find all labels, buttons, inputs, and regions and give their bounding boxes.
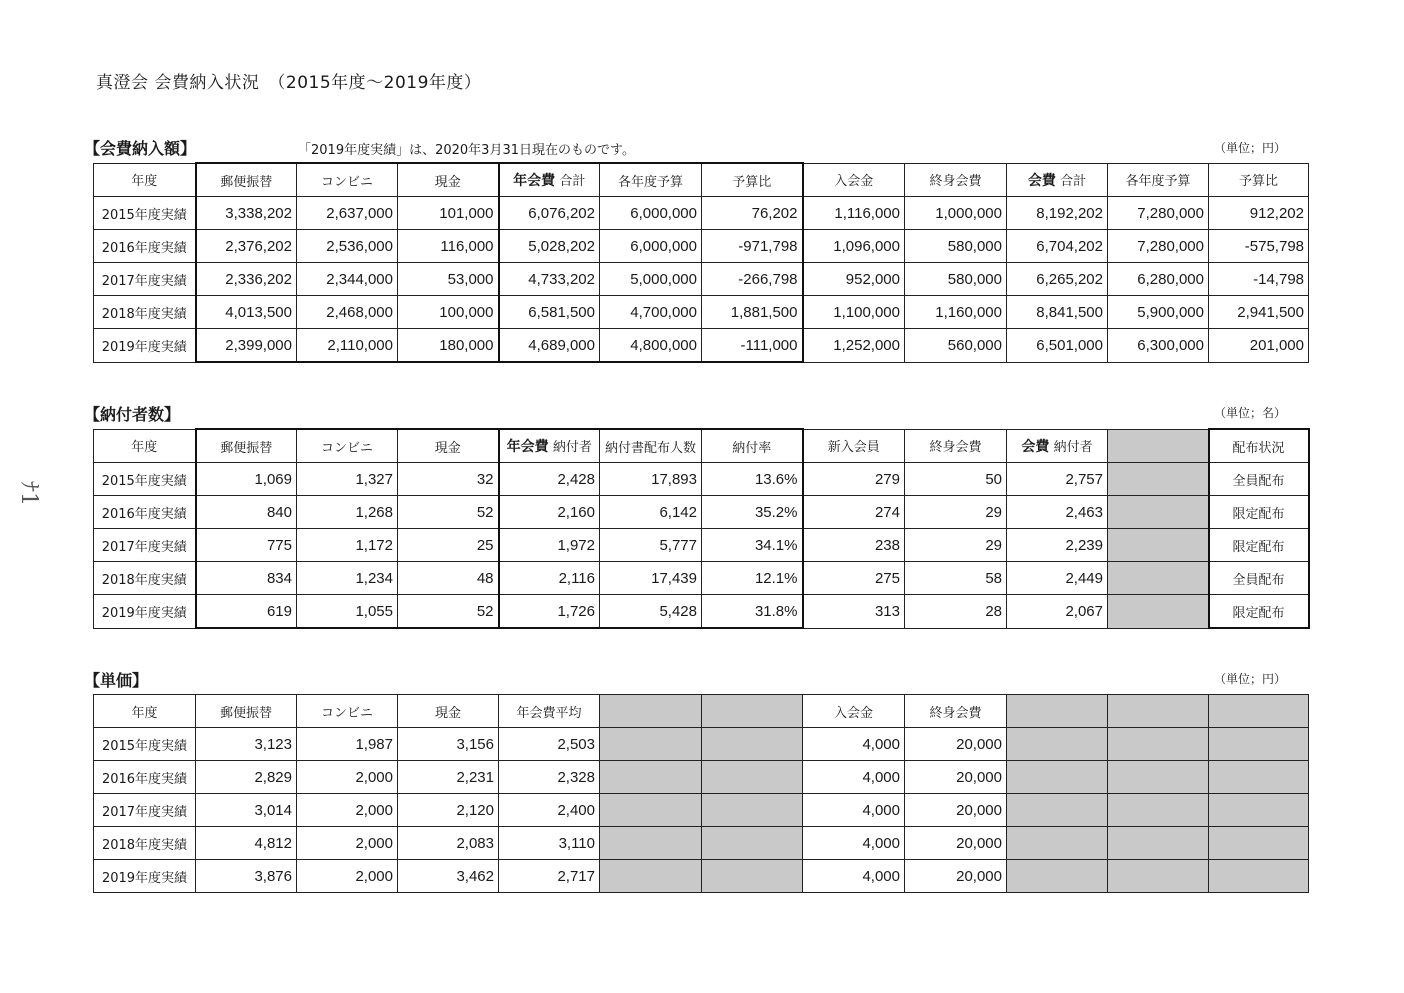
- table-cell: 2,468,000: [297, 296, 398, 329]
- column-header: [600, 695, 702, 728]
- table-cell: 5,000,000: [600, 263, 702, 296]
- table-cell: 20,000: [905, 761, 1007, 794]
- table-cell: 180,000: [398, 329, 499, 363]
- table-cell: 2,000: [297, 827, 398, 860]
- table-cell: 8,841,500: [1007, 296, 1108, 329]
- column-header: 現金: [398, 429, 499, 463]
- table-cell: 52: [398, 595, 499, 629]
- unit-price-table: [93, 694, 1309, 893]
- table-cell: 20,000: [905, 860, 1007, 893]
- column-header-emphasis: 年会費: [513, 173, 556, 189]
- column-header-text: 納付者: [1053, 439, 1093, 455]
- column-header: [499, 429, 600, 463]
- table-cell: 7,280,000: [1108, 197, 1209, 230]
- column-header: 予算比: [1209, 163, 1309, 197]
- table-cell: 12.1%: [702, 562, 803, 595]
- table-cell: 834: [196, 562, 297, 595]
- table-cell: 2,000: [297, 860, 398, 893]
- table-cell: 48: [398, 562, 499, 595]
- table-cell: [600, 728, 702, 761]
- table-cell: 25: [398, 529, 499, 562]
- table-cell: [600, 860, 702, 893]
- column-header: 新入会員: [803, 429, 905, 463]
- table-cell: 3,156: [398, 728, 499, 761]
- table-cell: 6,000,000: [600, 230, 702, 263]
- table-row: [94, 197, 1309, 230]
- row-label-year: 2019年度実績: [94, 595, 196, 629]
- table-row: [94, 562, 1309, 595]
- table-cell: 2,428: [499, 463, 600, 496]
- table-cell: 1,160,000: [905, 296, 1007, 329]
- column-header-emphasis: 会費: [1027, 172, 1056, 189]
- table-cell: 2,116: [499, 562, 600, 595]
- table-cell: [702, 728, 803, 761]
- table-cell: 6,581,500: [499, 296, 600, 329]
- column-header: 郵便振替: [196, 163, 297, 197]
- table-cell: 2,328: [499, 761, 600, 794]
- column-header: 年度: [94, 695, 196, 728]
- table-cell: 2,757: [1007, 463, 1108, 496]
- table-cell: 275: [803, 562, 905, 595]
- table-cell: 313: [803, 595, 905, 629]
- column-header: [499, 163, 600, 197]
- table-cell: 580,000: [905, 263, 1007, 296]
- payer-count-table: [93, 428, 1310, 629]
- table-cell: [1209, 761, 1309, 794]
- row-label-year: 2017年度実績: [94, 263, 196, 296]
- table-cell: 274: [803, 496, 905, 529]
- table-cell: 1,055: [297, 595, 398, 629]
- table-row: [94, 728, 1309, 761]
- table-cell: 4,733,202: [499, 263, 600, 296]
- table-cell: 775: [196, 529, 297, 562]
- table-cell: 限定配布: [1209, 496, 1309, 529]
- table-cell: 1,327: [297, 463, 398, 496]
- table-cell: 13.6%: [702, 463, 803, 496]
- column-header: コンビニ: [297, 695, 398, 728]
- table-cell: [702, 761, 803, 794]
- table-cell: [702, 860, 803, 893]
- document-title: 真澄会 会費納入状況 （2015年度～2019年度）: [96, 73, 482, 93]
- row-label-year: 2015年度実績: [94, 197, 196, 230]
- column-header: 入会金: [803, 695, 905, 728]
- table-cell: 6,501,000: [1007, 329, 1108, 363]
- table-header-row: [94, 163, 1309, 197]
- table-cell: 2,000: [297, 761, 398, 794]
- table-cell: [1007, 794, 1108, 827]
- table-cell: 6,265,202: [1007, 263, 1108, 296]
- section-note: 「2019年度実績」は、2020年3月31日現在のものです。: [298, 143, 635, 158]
- table-cell: 4,689,000: [499, 329, 600, 363]
- table-cell: 1,116,000: [803, 197, 905, 230]
- section-label-payment-amount: 【会費納入額】: [84, 139, 197, 158]
- table-cell: 238: [803, 529, 905, 562]
- table-cell: 5,900,000: [1108, 296, 1209, 329]
- table-cell: [1108, 463, 1209, 496]
- table-row: [94, 230, 1309, 263]
- table-cell: 2,637,000: [297, 197, 398, 230]
- row-label-year: 2018年度実績: [94, 827, 196, 860]
- table-cell: 6,142: [600, 496, 702, 529]
- table-cell: -14,798: [1209, 263, 1309, 296]
- column-header: [1007, 695, 1108, 728]
- table-cell: 全員配布: [1209, 562, 1309, 595]
- table-cell: [1108, 529, 1209, 562]
- table-cell: 2,344,000: [297, 263, 398, 296]
- table-cell: -575,798: [1209, 230, 1309, 263]
- table-cell: -266,798: [702, 263, 803, 296]
- table-cell: [1108, 761, 1209, 794]
- row-label-year: 2017年度実績: [94, 794, 196, 827]
- table-cell: [1209, 728, 1309, 761]
- row-label-year: 2016年度実績: [94, 761, 196, 794]
- table-cell: 3,123: [196, 728, 297, 761]
- table-cell: [1209, 860, 1309, 893]
- row-label-year: 2017年度実績: [94, 529, 196, 562]
- table-cell: [600, 761, 702, 794]
- column-header: 終身会費: [905, 163, 1007, 197]
- table-cell: 1,726: [499, 595, 600, 629]
- table-cell: 17,893: [600, 463, 702, 496]
- section-unit: （単位；円）: [1213, 141, 1286, 155]
- table-cell: 53,000: [398, 263, 499, 296]
- table-cell: 1,069: [196, 463, 297, 496]
- table-cell: 1,987: [297, 728, 398, 761]
- column-header: [1007, 163, 1108, 197]
- column-header: 現金: [398, 163, 499, 197]
- row-label-year: 2016年度実績: [94, 230, 196, 263]
- column-header: [1108, 695, 1209, 728]
- table-cell: 76,202: [702, 197, 803, 230]
- table-cell: 2,829: [196, 761, 297, 794]
- column-header: 終身会費: [905, 695, 1007, 728]
- column-header: 終身会費: [905, 429, 1007, 463]
- table-cell: 2,110,000: [297, 329, 398, 363]
- table-cell: [1108, 860, 1209, 893]
- table-cell: 952,000: [803, 263, 905, 296]
- table-cell: 5,428: [600, 595, 702, 629]
- table-cell: 4,000: [803, 827, 905, 860]
- row-label-year: 2018年度実績: [94, 562, 196, 595]
- table-cell: 1,096,000: [803, 230, 905, 263]
- table-cell: 4,000: [803, 728, 905, 761]
- column-header-text: 合計: [559, 174, 586, 189]
- table-cell: 3,876: [196, 860, 297, 893]
- table-cell: 3,338,202: [196, 197, 297, 230]
- table-cell: 6,280,000: [1108, 263, 1209, 296]
- table-cell: 8,192,202: [1007, 197, 1108, 230]
- table-cell: [1108, 794, 1209, 827]
- column-header: 年度: [94, 429, 196, 463]
- table-cell: -971,798: [702, 230, 803, 263]
- table-cell: 2,160: [499, 496, 600, 529]
- table-cell: [1007, 827, 1108, 860]
- table-cell: 4,000: [803, 860, 905, 893]
- table-cell: 1,000,000: [905, 197, 1007, 230]
- table-cell: 2,067: [1007, 595, 1108, 629]
- row-label-year: 2015年度実績: [94, 463, 196, 496]
- table-cell: 3,462: [398, 860, 499, 893]
- column-header-text: 納付者: [552, 440, 592, 455]
- table-cell: 2,376,202: [196, 230, 297, 263]
- table-cell: 58: [905, 562, 1007, 595]
- table-cell: 560,000: [905, 329, 1007, 363]
- table-cell: 619: [196, 595, 297, 629]
- table-cell: 580,000: [905, 230, 1007, 263]
- table-cell: 4,013,500: [196, 296, 297, 329]
- table-cell: 1,881,500: [702, 296, 803, 329]
- table-cell: 2,120: [398, 794, 499, 827]
- row-label-year: 2019年度実績: [94, 329, 196, 363]
- table-cell: 101,000: [398, 197, 499, 230]
- column-header: コンビニ: [297, 163, 398, 197]
- table-cell: [702, 794, 803, 827]
- table-cell: [1108, 562, 1209, 595]
- table-cell: 34.1%: [702, 529, 803, 562]
- table-cell: 35.2%: [702, 496, 803, 529]
- column-header-emphasis: 会費: [1021, 438, 1050, 455]
- table-row: [94, 496, 1309, 529]
- table-cell: 1,268: [297, 496, 398, 529]
- payment-amount-table: [93, 162, 1309, 363]
- table-row: [94, 263, 1309, 296]
- table-cell: [1108, 496, 1209, 529]
- table-cell: 4,800,000: [600, 329, 702, 363]
- table-cell: 全員配布: [1209, 463, 1309, 496]
- column-header: 各年度予算: [600, 163, 702, 197]
- table-cell: 3,110: [499, 827, 600, 860]
- table-cell: 840: [196, 496, 297, 529]
- table-cell: 4,000: [803, 761, 905, 794]
- column-header: 年度: [94, 163, 196, 197]
- table-cell: 6,000,000: [600, 197, 702, 230]
- table-cell: 限定配布: [1209, 529, 1309, 562]
- table-cell: [1007, 860, 1108, 893]
- column-header-text: 合計: [1060, 173, 1087, 189]
- section-label-payer-count: 【納付者数】: [84, 405, 181, 424]
- row-label-year: 2015年度実績: [94, 728, 196, 761]
- section-unit: （単位；名）: [1213, 406, 1286, 420]
- table-cell: 1,100,000: [803, 296, 905, 329]
- column-header: 郵便振替: [196, 695, 297, 728]
- table-cell: 2,336,202: [196, 263, 297, 296]
- handwritten-margin-mark: ﾅ1: [16, 481, 41, 506]
- column-header: 各年度予算: [1108, 163, 1209, 197]
- table-cell: 2,941,500: [1209, 296, 1309, 329]
- table-cell: 1,972: [499, 529, 600, 562]
- column-header: [702, 695, 803, 728]
- table-row: [94, 463, 1309, 496]
- table-cell: 限定配布: [1209, 595, 1309, 629]
- column-header: [1007, 429, 1108, 463]
- table-cell: 50: [905, 463, 1007, 496]
- table-cell: 4,000: [803, 794, 905, 827]
- table-cell: 3,014: [196, 794, 297, 827]
- table-cell: 2,231: [398, 761, 499, 794]
- column-header: 入会金: [803, 163, 905, 197]
- table-cell: 2,449: [1007, 562, 1108, 595]
- table-cell: 2,503: [499, 728, 600, 761]
- table-cell: 116,000: [398, 230, 499, 263]
- column-header: 現金: [398, 695, 499, 728]
- column-header-emphasis: 年会費: [506, 439, 549, 455]
- table-cell: [1209, 827, 1309, 860]
- table-cell: [1108, 595, 1209, 629]
- table-cell: 5,028,202: [499, 230, 600, 263]
- table-cell: 52: [398, 496, 499, 529]
- table-cell: 201,000: [1209, 329, 1309, 363]
- column-header: [1209, 695, 1309, 728]
- table-cell: 2,536,000: [297, 230, 398, 263]
- table-cell: 1,234: [297, 562, 398, 595]
- row-label-year: 2018年度実績: [94, 296, 196, 329]
- column-header: コンビニ: [297, 429, 398, 463]
- table-cell: [1108, 728, 1209, 761]
- table-row: [94, 329, 1309, 363]
- table-cell: -111,000: [702, 329, 803, 363]
- table-cell: 2,717: [499, 860, 600, 893]
- row-label-year: 2016年度実績: [94, 496, 196, 529]
- table-cell: 32: [398, 463, 499, 496]
- table-row: [94, 794, 1309, 827]
- table-cell: 6,076,202: [499, 197, 600, 230]
- column-header: 納付書配布人数: [600, 429, 702, 463]
- table-cell: 279: [803, 463, 905, 496]
- table-cell: 2,399,000: [196, 329, 297, 363]
- table-cell: 4,812: [196, 827, 297, 860]
- table-header-row: [94, 695, 1309, 728]
- section-label-unit-price: 【単価】: [84, 671, 149, 690]
- column-header: 予算比: [702, 163, 803, 197]
- column-header: 年会費平均: [499, 695, 600, 728]
- table-cell: 4,700,000: [600, 296, 702, 329]
- row-label-year: 2019年度実績: [94, 860, 196, 893]
- table-cell: 2,463: [1007, 496, 1108, 529]
- table-cell: 1,252,000: [803, 329, 905, 363]
- table-cell: [1007, 728, 1108, 761]
- table-row: [94, 860, 1309, 893]
- table-cell: [702, 827, 803, 860]
- table-cell: 29: [905, 496, 1007, 529]
- table-cell: 6,300,000: [1108, 329, 1209, 363]
- table-cell: 5,777: [600, 529, 702, 562]
- table-cell: 20,000: [905, 827, 1007, 860]
- table-row: [94, 827, 1309, 860]
- table-header-row: [94, 429, 1309, 463]
- table-cell: 29: [905, 529, 1007, 562]
- section-unit: （単位；円）: [1213, 672, 1286, 686]
- table-cell: 100,000: [398, 296, 499, 329]
- table-cell: [1209, 794, 1309, 827]
- table-cell: 2,239: [1007, 529, 1108, 562]
- table-cell: 20,000: [905, 728, 1007, 761]
- column-header: [1108, 429, 1209, 463]
- table-cell: 28: [905, 595, 1007, 629]
- table-row: [94, 529, 1309, 562]
- table-cell: 2,000: [297, 794, 398, 827]
- column-header: 納付率: [702, 429, 803, 463]
- table-cell: 1,172: [297, 529, 398, 562]
- table-cell: 2,083: [398, 827, 499, 860]
- column-header: 郵便振替: [196, 429, 297, 463]
- table-cell: 912,202: [1209, 197, 1309, 230]
- table-cell: 20,000: [905, 794, 1007, 827]
- table-cell: [600, 794, 702, 827]
- table-cell: [1007, 761, 1108, 794]
- table-cell: [600, 827, 702, 860]
- table-row: [94, 595, 1309, 629]
- table-cell: 2,400: [499, 794, 600, 827]
- table-cell: 7,280,000: [1108, 230, 1209, 263]
- column-header: 配布状況: [1209, 429, 1309, 463]
- table-cell: [1108, 827, 1209, 860]
- table-cell: 17,439: [600, 562, 702, 595]
- table-cell: 6,704,202: [1007, 230, 1108, 263]
- table-cell: 31.8%: [702, 595, 803, 629]
- table-row: [94, 761, 1309, 794]
- table-row: [94, 296, 1309, 329]
